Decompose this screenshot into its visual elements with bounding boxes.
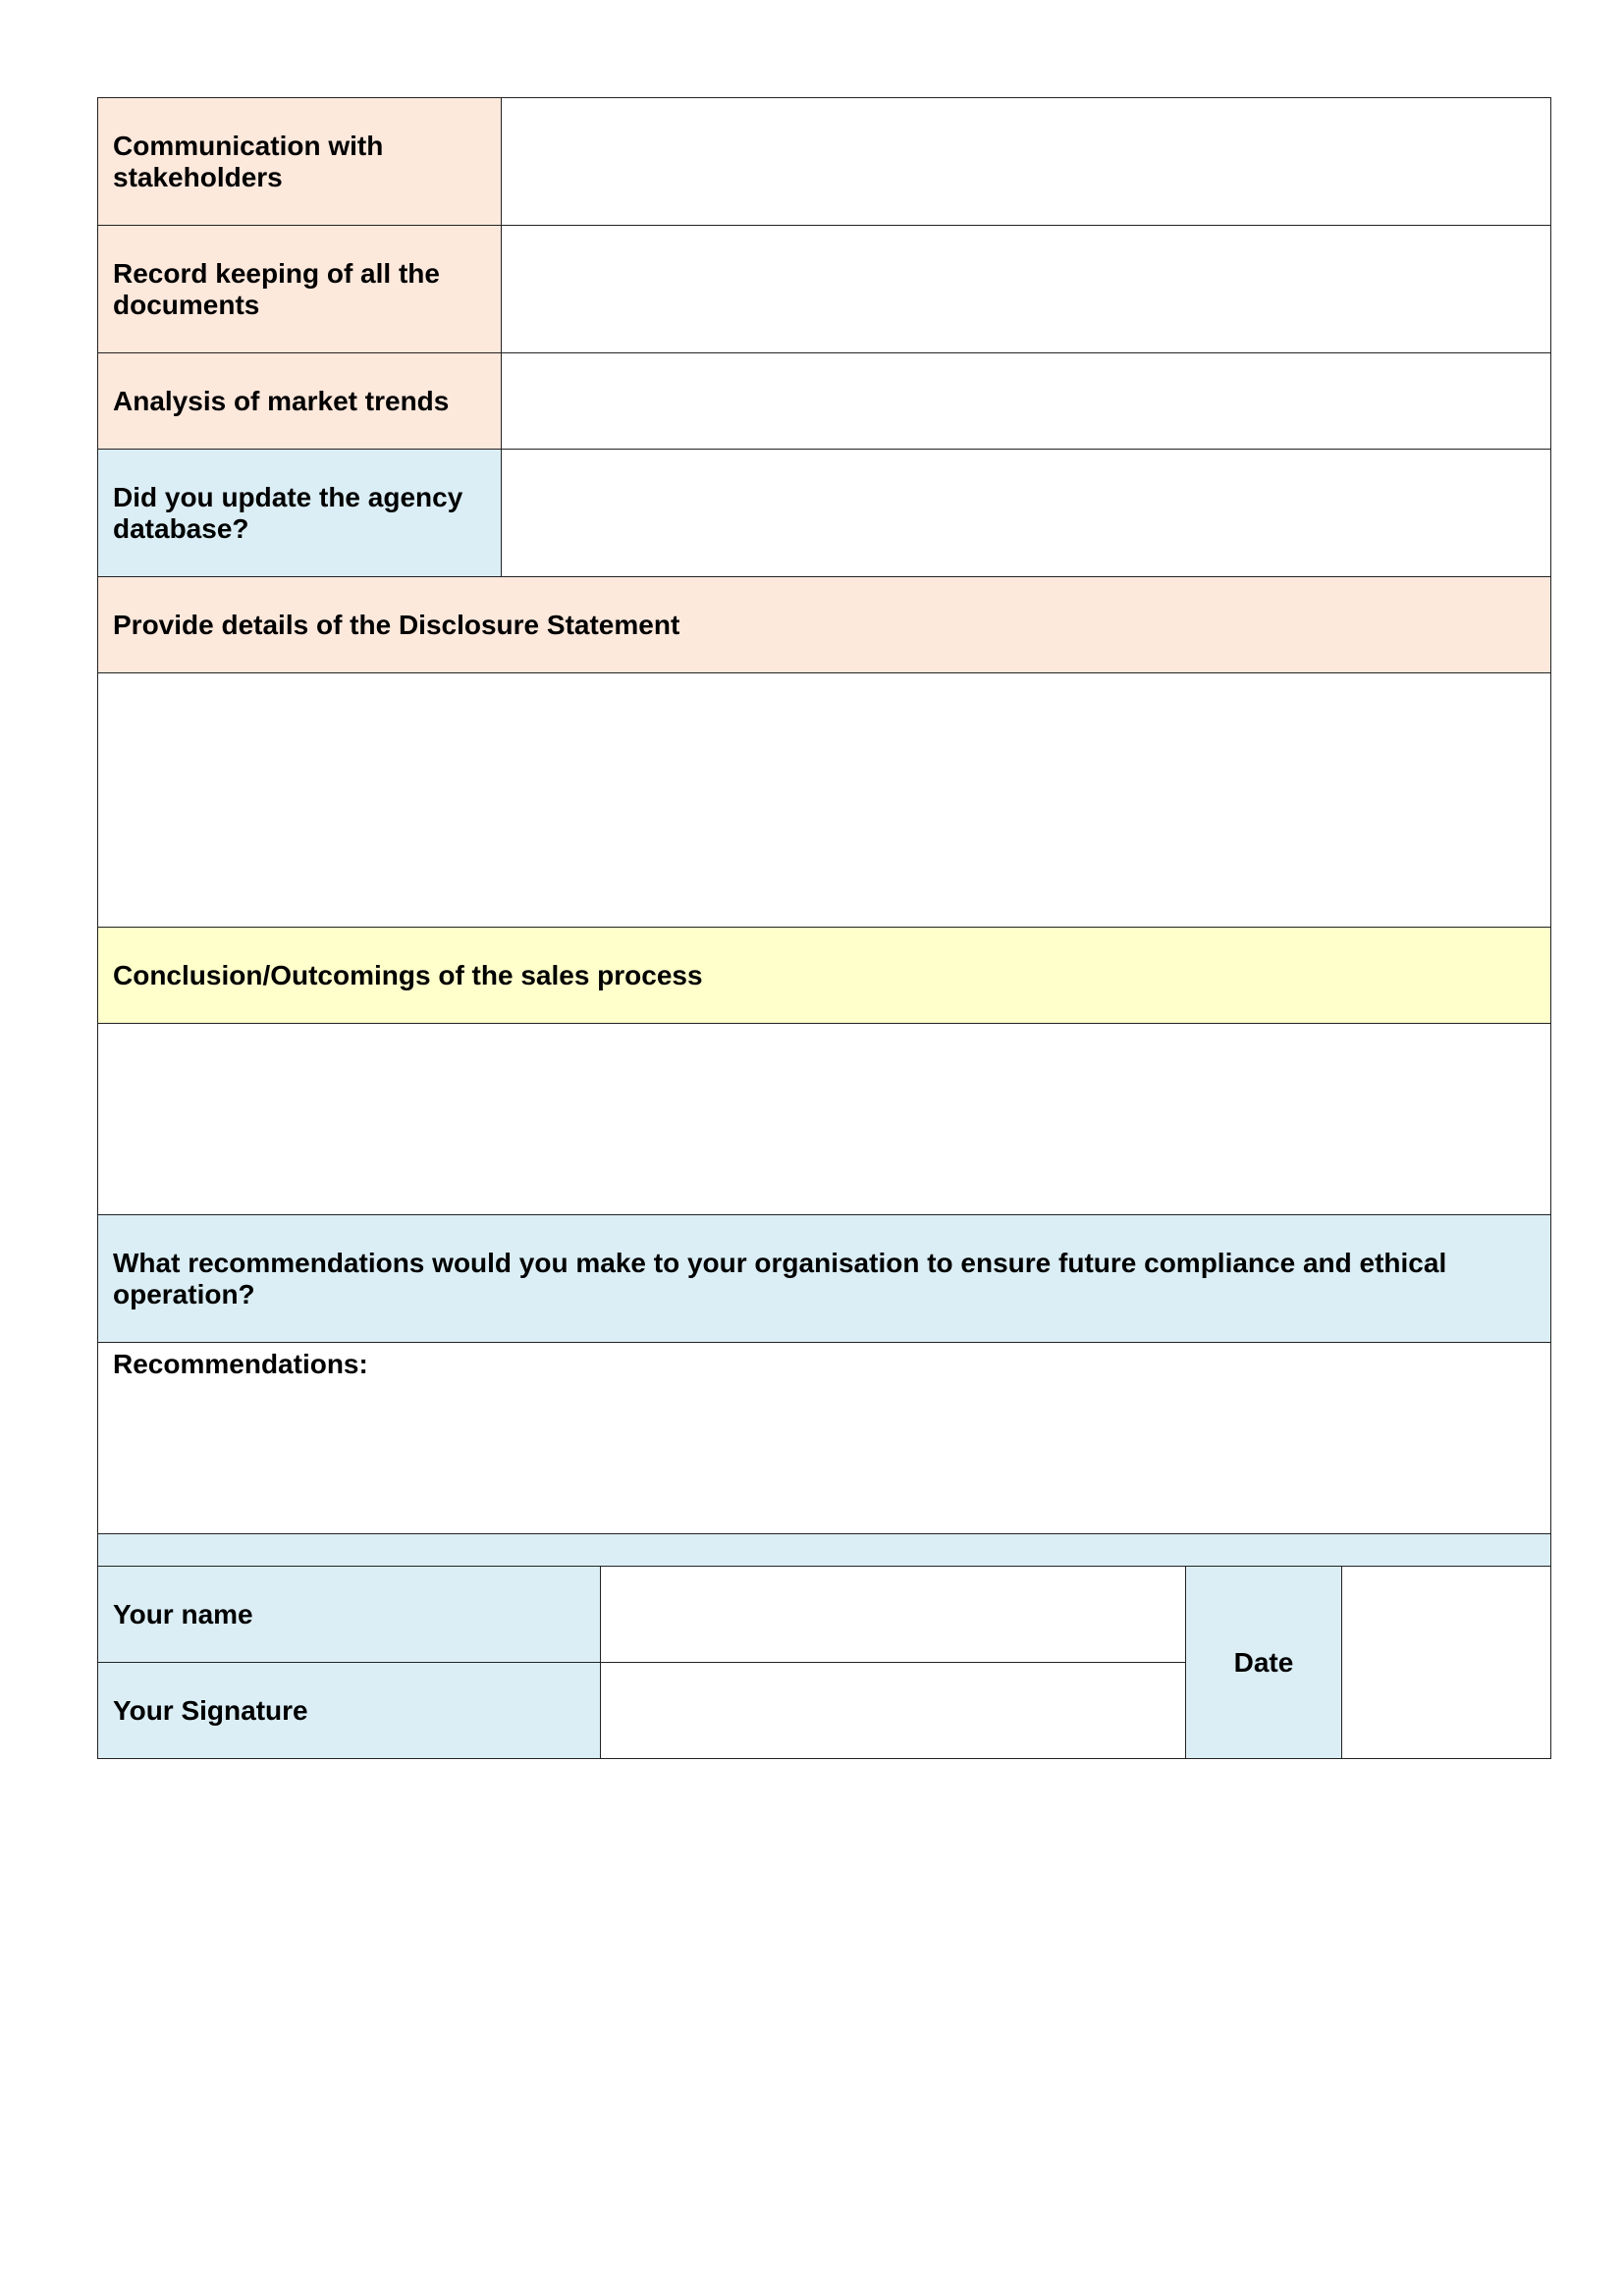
signature-label-cell: [97, 1662, 601, 1759]
row-input-agency-database[interactable]: [501, 449, 1551, 577]
disclosure-heading-text: Provide details of the Disclosure Statement: [113, 609, 680, 640]
row-input-record-keeping[interactable]: [501, 225, 1551, 353]
record-keeping-field[interactable]: [502, 226, 1550, 352]
signature-label: Your Signature: [113, 1694, 308, 1726]
row-label-market-trends: [97, 352, 502, 450]
date-label-cell: [1185, 1566, 1342, 1759]
recommendations-question: [97, 1214, 1551, 1343]
communication-field[interactable]: [502, 98, 1550, 225]
row-label-text: Communication with stakeholders: [113, 130, 384, 192]
disclosure-heading: [97, 576, 1551, 673]
recommendations-label: Recommendations:: [113, 1349, 368, 1379]
name-label: Your name: [113, 1598, 253, 1629]
row-label-communication: [97, 97, 502, 226]
conclusion-field[interactable]: [98, 1024, 1550, 1214]
agency-database-field[interactable]: [502, 450, 1550, 576]
date-input-cell[interactable]: [1341, 1566, 1551, 1759]
name-field[interactable]: [601, 1567, 1185, 1662]
conclusion-heading-text: Conclusion/Outcomings of the sales process: [113, 959, 703, 990]
recommendations-box[interactable]: [97, 1342, 1551, 1534]
date-label: Date: [1233, 1646, 1294, 1678]
row-input-communication[interactable]: [501, 97, 1551, 226]
recommendations-question-text: What recommendations would you make to your organisation to ensure future compliance and ethical operation?: [113, 1247, 1447, 1309]
name-input-cell[interactable]: [600, 1566, 1186, 1663]
market-trends-field[interactable]: [502, 353, 1550, 449]
row-label-text: Record keeping of all the documents: [113, 257, 440, 320]
row-input-market-trends[interactable]: [501, 352, 1551, 450]
row-label-text: Analysis of market trends: [113, 385, 450, 416]
row-label-record-keeping: [97, 225, 502, 353]
conclusion-heading: [97, 927, 1551, 1024]
row-label-agency-database: [97, 449, 502, 577]
spacer-strip: [97, 1533, 1551, 1567]
recommendations-field[interactable]: [98, 1382, 1550, 1533]
row-label-text: Did you update the agency database?: [113, 481, 463, 544]
signature-input-cell[interactable]: [600, 1662, 1186, 1759]
disclosure-box[interactable]: [97, 672, 1551, 928]
name-label-cell: [97, 1566, 601, 1663]
conclusion-box[interactable]: [97, 1023, 1551, 1215]
signature-field[interactable]: [601, 1663, 1185, 1758]
disclosure-field[interactable]: [98, 673, 1550, 927]
date-field[interactable]: [1342, 1567, 1550, 1758]
